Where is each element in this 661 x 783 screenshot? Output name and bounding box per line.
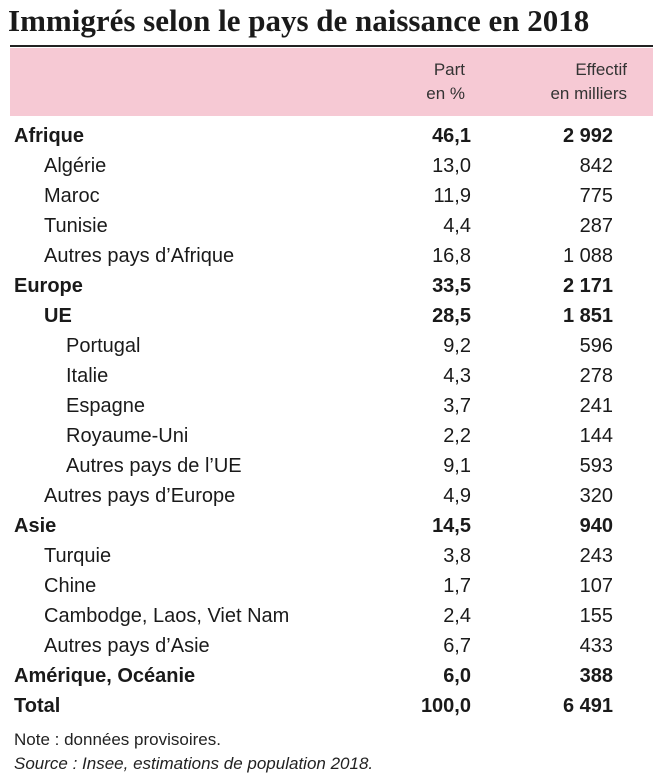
table-row — [0, 121, 661, 151]
row-label: Royaume-Uni — [66, 425, 189, 447]
row-label: Amérique, Océanie — [14, 665, 196, 687]
row-effectif: 287 — [579, 215, 613, 237]
table-row — [0, 421, 661, 451]
row-label: Afrique — [14, 125, 84, 147]
table-row — [0, 481, 661, 511]
row-label: Cambodge, Laos, Viet Nam — [44, 605, 290, 627]
table-row — [0, 301, 661, 331]
table-row — [0, 181, 661, 211]
table-title: Immigrés selon le pays de naissance en 2018 — [8, 3, 590, 38]
notes — [14, 728, 373, 776]
row-label: UE — [44, 305, 72, 327]
row-effectif: 593 — [579, 455, 613, 477]
row-effectif: 775 — [579, 185, 613, 207]
row-effectif: 842 — [579, 155, 613, 177]
row-effectif: 940 — [579, 515, 613, 537]
row-part: 4,4 — [443, 215, 471, 237]
row-effectif: 241 — [579, 395, 613, 417]
header-part-line2: en % — [426, 84, 465, 103]
row-label: Tunisie — [44, 215, 108, 237]
row-effectif: 144 — [579, 425, 613, 447]
row-effectif: 2 992 — [562, 125, 613, 147]
row-effectif: 2 171 — [562, 275, 613, 297]
row-effectif: 107 — [579, 575, 613, 597]
row-part: 4,3 — [443, 365, 471, 387]
row-effectif: 388 — [579, 665, 613, 687]
row-part: 3,7 — [443, 395, 471, 417]
source-text: Source : Insee, estimations de population 2018. — [14, 754, 374, 773]
row-part: 9,2 — [443, 335, 471, 357]
header-part-line1: Part — [433, 60, 465, 79]
top-rule — [10, 45, 653, 47]
row-label: Autres pays d’Afrique — [44, 245, 235, 267]
row-label: Italie — [66, 365, 109, 387]
row-part: 1,7 — [443, 575, 471, 597]
row-part: 28,5 — [432, 305, 471, 327]
row-label: Algérie — [44, 155, 107, 177]
row-part: 2,2 — [443, 425, 471, 447]
row-part: 4,9 — [443, 485, 471, 507]
row-label: Chine — [44, 575, 97, 597]
row-label: Espagne — [66, 395, 145, 417]
note-text: Note : données provisoires. — [14, 730, 221, 749]
table-row — [0, 511, 661, 541]
row-part: 16,8 — [432, 245, 471, 267]
row-label: Asie — [14, 515, 57, 537]
table-row — [0, 361, 661, 391]
table-row — [0, 271, 661, 301]
row-part: 9,1 — [443, 455, 471, 477]
row-effectif: 278 — [579, 365, 613, 387]
header-effectif — [550, 58, 627, 106]
row-label: Europe — [14, 275, 83, 297]
table-row — [0, 241, 661, 271]
row-label: Portugal — [66, 335, 141, 357]
row-label: Total — [14, 695, 61, 717]
row-effectif: 243 — [579, 545, 613, 567]
table-row — [0, 661, 661, 691]
row-label: Autres pays d’Asie — [44, 635, 210, 657]
row-part: 2,4 — [443, 605, 471, 627]
table-row — [0, 691, 661, 721]
row-part: 14,5 — [432, 515, 471, 537]
table-row — [0, 211, 661, 241]
row-effectif: 1 088 — [562, 245, 613, 267]
row-label: Autres pays d’Europe — [44, 485, 236, 507]
row-effectif: 6 491 — [562, 695, 613, 717]
table-row — [0, 571, 661, 601]
header-effectif-line1: Effectif — [575, 60, 627, 79]
table-body — [0, 121, 661, 721]
table-row — [0, 391, 661, 421]
row-label: Autres pays de l’UE — [66, 455, 242, 477]
row-effectif: 155 — [579, 605, 613, 627]
row-part: 13,0 — [432, 155, 471, 177]
row-part: 6,7 — [443, 635, 471, 657]
table-row — [0, 631, 661, 661]
row-effectif: 596 — [579, 335, 613, 357]
row-label: Maroc — [44, 185, 100, 207]
table-row — [0, 601, 661, 631]
row-part: 46,1 — [432, 125, 471, 147]
header-effectif-line2: en milliers — [550, 84, 627, 103]
table-row — [0, 331, 661, 361]
row-part: 100,0 — [420, 695, 471, 717]
table-header — [10, 48, 653, 116]
row-part: 33,5 — [432, 275, 471, 297]
table-row — [0, 151, 661, 181]
row-effectif: 1 851 — [562, 305, 613, 327]
row-part: 11,9 — [433, 185, 471, 207]
table-row — [0, 541, 661, 571]
header-part — [426, 58, 465, 106]
row-label: Turquie — [44, 545, 112, 567]
row-part: 6,0 — [443, 665, 471, 687]
table-row — [0, 451, 661, 481]
row-effectif: 433 — [579, 635, 613, 657]
row-effectif: 320 — [579, 485, 613, 507]
row-part: 3,8 — [443, 545, 471, 567]
